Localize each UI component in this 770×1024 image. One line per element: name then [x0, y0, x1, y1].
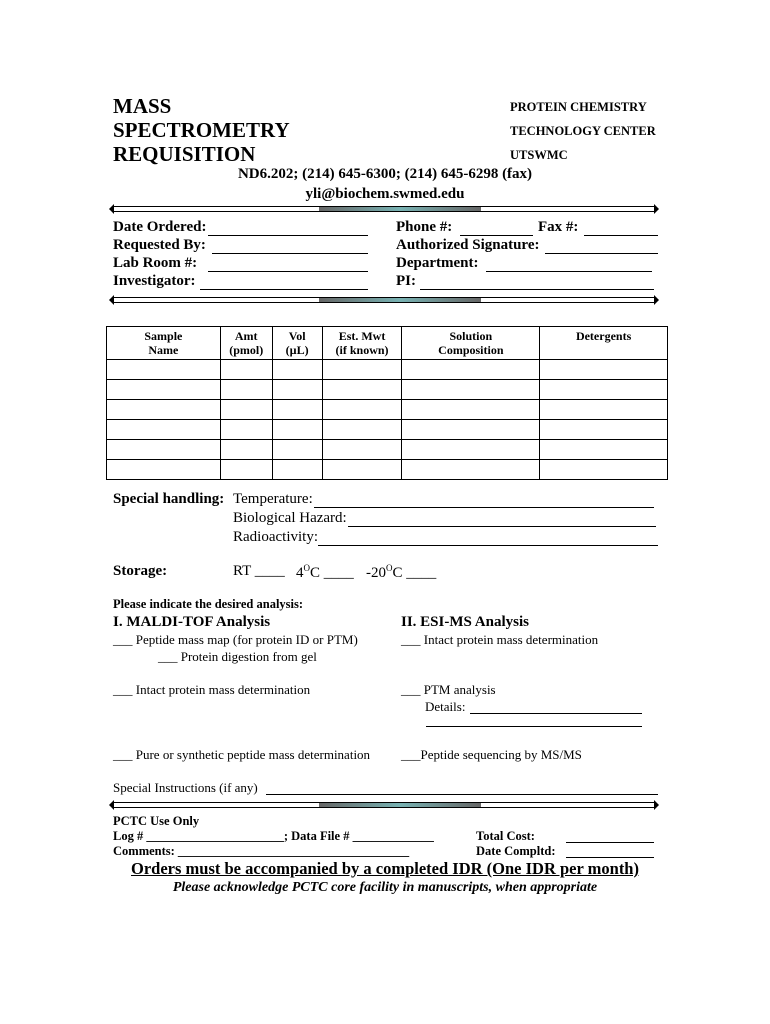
esi-peptide-sequencing[interactable]: ___Peptide sequencing by MS/MS	[401, 747, 582, 762]
authorized-signature-field[interactable]	[545, 253, 658, 254]
table-row	[107, 360, 668, 380]
table-cell[interactable]	[322, 400, 402, 420]
temperature-field[interactable]	[314, 507, 654, 508]
contact-line	[0, 166, 770, 183]
table-cell[interactable]	[107, 380, 221, 400]
table-cell[interactable]	[107, 420, 221, 440]
table-cell[interactable]	[220, 400, 272, 420]
table-cell[interactable]	[402, 360, 540, 380]
table-row	[107, 460, 668, 480]
special-instructions-field[interactable]	[266, 794, 658, 795]
table-cell[interactable]	[540, 360, 668, 380]
table-row	[107, 420, 668, 440]
table-cell[interactable]	[272, 460, 322, 480]
table-cell[interactable]	[107, 400, 221, 420]
table-cell[interactable]	[402, 420, 540, 440]
table-cell[interactable]	[322, 380, 402, 400]
pctc-divider	[114, 802, 654, 808]
table-cell[interactable]	[272, 380, 322, 400]
org-name-line-1: PROTEIN CHEMISTRY	[510, 100, 647, 114]
phone-field[interactable]	[460, 235, 533, 236]
table-cell[interactable]	[402, 400, 540, 420]
total-cost-field[interactable]	[566, 842, 654, 843]
pctc-use-only-label: PCTC Use Only	[113, 814, 200, 828]
date-ordered-field[interactable]	[208, 235, 368, 236]
pctc-log-line[interactable]: Log # ______________________; Data File # _____________	[113, 829, 434, 843]
col-amt: Amt (pmol)	[220, 327, 272, 360]
storage-rt[interactable]: RT ____	[233, 563, 285, 579]
maldi-pure-peptide[interactable]: ___ Pure or synthetic peptide mass determination	[113, 747, 371, 762]
table-cell[interactable]	[220, 360, 272, 380]
col-solution: Solution Composition	[402, 327, 540, 360]
storage-minus20c[interactable]: $-20^OC$ ____	[366, 563, 437, 581]
fax-field[interactable]	[584, 235, 658, 236]
table-cell[interactable]	[540, 400, 668, 420]
radioactivity-label: Radioactivity:	[233, 529, 318, 545]
biological-hazard-label: Biological Hazard:	[233, 510, 347, 526]
form-title-line-3: REQUISITION	[113, 142, 256, 166]
table-cell[interactable]	[402, 440, 540, 460]
esi-details-field-2[interactable]	[426, 726, 642, 727]
col-vol: Vol (µL)	[272, 327, 322, 360]
table-row	[107, 380, 668, 400]
requested-by-label: Requested By:	[113, 237, 206, 253]
pi-label: PI:	[396, 273, 416, 289]
table-row	[107, 400, 668, 420]
table-cell[interactable]	[107, 360, 221, 380]
maldi-peptide-mass-map[interactable]: ___ Peptide mass map (for protein ID or PTM)	[113, 632, 358, 647]
lab-room-field[interactable]	[208, 271, 368, 272]
esi-details-field-1[interactable]	[470, 713, 642, 714]
table-cell[interactable]	[107, 440, 221, 460]
total-cost-label: Total Cost:	[476, 829, 535, 843]
table-cell[interactable]	[220, 380, 272, 400]
special-instructions-label: Special Instructions (if any)	[113, 780, 258, 795]
table-cell[interactable]	[402, 460, 540, 480]
col-detergents: Detergents	[540, 327, 668, 360]
date-ordered-label: Date Ordered:	[113, 219, 207, 235]
form-title-line-1: MASS	[113, 94, 172, 118]
org-name-line-2: TECHNOLOGY CENTER	[510, 124, 656, 138]
col-sample-name: Sample Name	[107, 327, 221, 360]
table-cell[interactable]	[272, 420, 322, 440]
esi-intact-protein[interactable]: ___ Intact protein mass determination	[401, 632, 599, 647]
esi-details-label: Details:	[425, 699, 466, 714]
col-est-mwt: Est. Mwt (if known)	[322, 327, 402, 360]
table-cell[interactable]	[220, 440, 272, 460]
maldi-title: I. MALDI-TOF Analysis	[113, 614, 271, 630]
biological-hazard-field[interactable]	[348, 526, 656, 527]
date-completed-label: Date Compltd:	[476, 844, 556, 858]
contact-text: ND6.202; (214) 645-6300; (214) 645-6298 (fax)	[237, 166, 533, 182]
investigator-label: Investigator:	[113, 273, 196, 289]
radioactivity-field[interactable]	[318, 545, 658, 546]
analysis-prompt: Please indicate the desired analysis:	[113, 597, 304, 611]
table-row	[107, 440, 668, 460]
investigator-field[interactable]	[200, 289, 368, 290]
header-divider	[114, 206, 654, 212]
idr-notice: Orders must be accompanied by a completed IDR (One IDR per month)	[131, 859, 639, 878]
table-cell[interactable]	[540, 460, 668, 480]
maldi-intact-protein[interactable]: ___ Intact protein mass determination	[113, 682, 311, 697]
requested-by-field[interactable]	[212, 253, 368, 254]
contact-email: yli@biochem.swmed.edu	[305, 186, 465, 202]
acknowledge-notice: Please acknowledge PCTC core facility in manuscripts, when appropriate	[172, 880, 598, 895]
storage-label: Storage:	[113, 563, 168, 579]
table-cell[interactable]	[322, 420, 402, 440]
authorized-signature-label: Authorized Signature:	[396, 237, 540, 253]
lab-room-label: Lab Room #:	[113, 255, 198, 271]
pi-field[interactable]	[420, 289, 654, 290]
table-cell[interactable]	[540, 440, 668, 460]
table-cell[interactable]	[220, 460, 272, 480]
table-cell[interactable]	[540, 380, 668, 400]
esi-ptm-analysis[interactable]: ___ PTM analysis	[401, 682, 496, 697]
table-cell[interactable]	[220, 420, 272, 440]
table-cell[interactable]	[402, 380, 540, 400]
table-cell[interactable]	[107, 460, 221, 480]
date-completed-field[interactable]	[566, 857, 654, 858]
sample-table-header	[107, 327, 668, 360]
esi-title: II. ESI-MS Analysis	[401, 614, 529, 630]
special-handling-label: Special handling:	[113, 491, 225, 507]
table-cell[interactable]	[272, 400, 322, 420]
table-cell[interactable]	[322, 460, 402, 480]
department-label: Department:	[396, 255, 479, 271]
sample-table	[106, 326, 668, 480]
table-cell[interactable]	[540, 420, 668, 440]
table-cell[interactable]	[272, 360, 322, 380]
info-divider	[114, 297, 654, 303]
maldi-protein-digestion[interactable]: ___ Protein digestion from gel	[158, 649, 317, 664]
table-cell[interactable]	[272, 440, 322, 460]
department-field[interactable]	[486, 271, 652, 272]
phone-label: Phone #:	[396, 219, 453, 235]
fax-label: Fax #:	[538, 219, 579, 235]
temperature-label: Temperature:	[233, 491, 313, 507]
form-title-line-2: SPECTROMETRY	[113, 118, 290, 142]
storage-4c[interactable]: $4^OC$ ____	[296, 563, 354, 581]
table-cell[interactable]	[322, 360, 402, 380]
org-name-line-3: UTSWMC	[510, 148, 568, 162]
table-cell[interactable]	[322, 440, 402, 460]
pctc-comments-line[interactable]: Comments: _____________________________________	[113, 844, 410, 858]
